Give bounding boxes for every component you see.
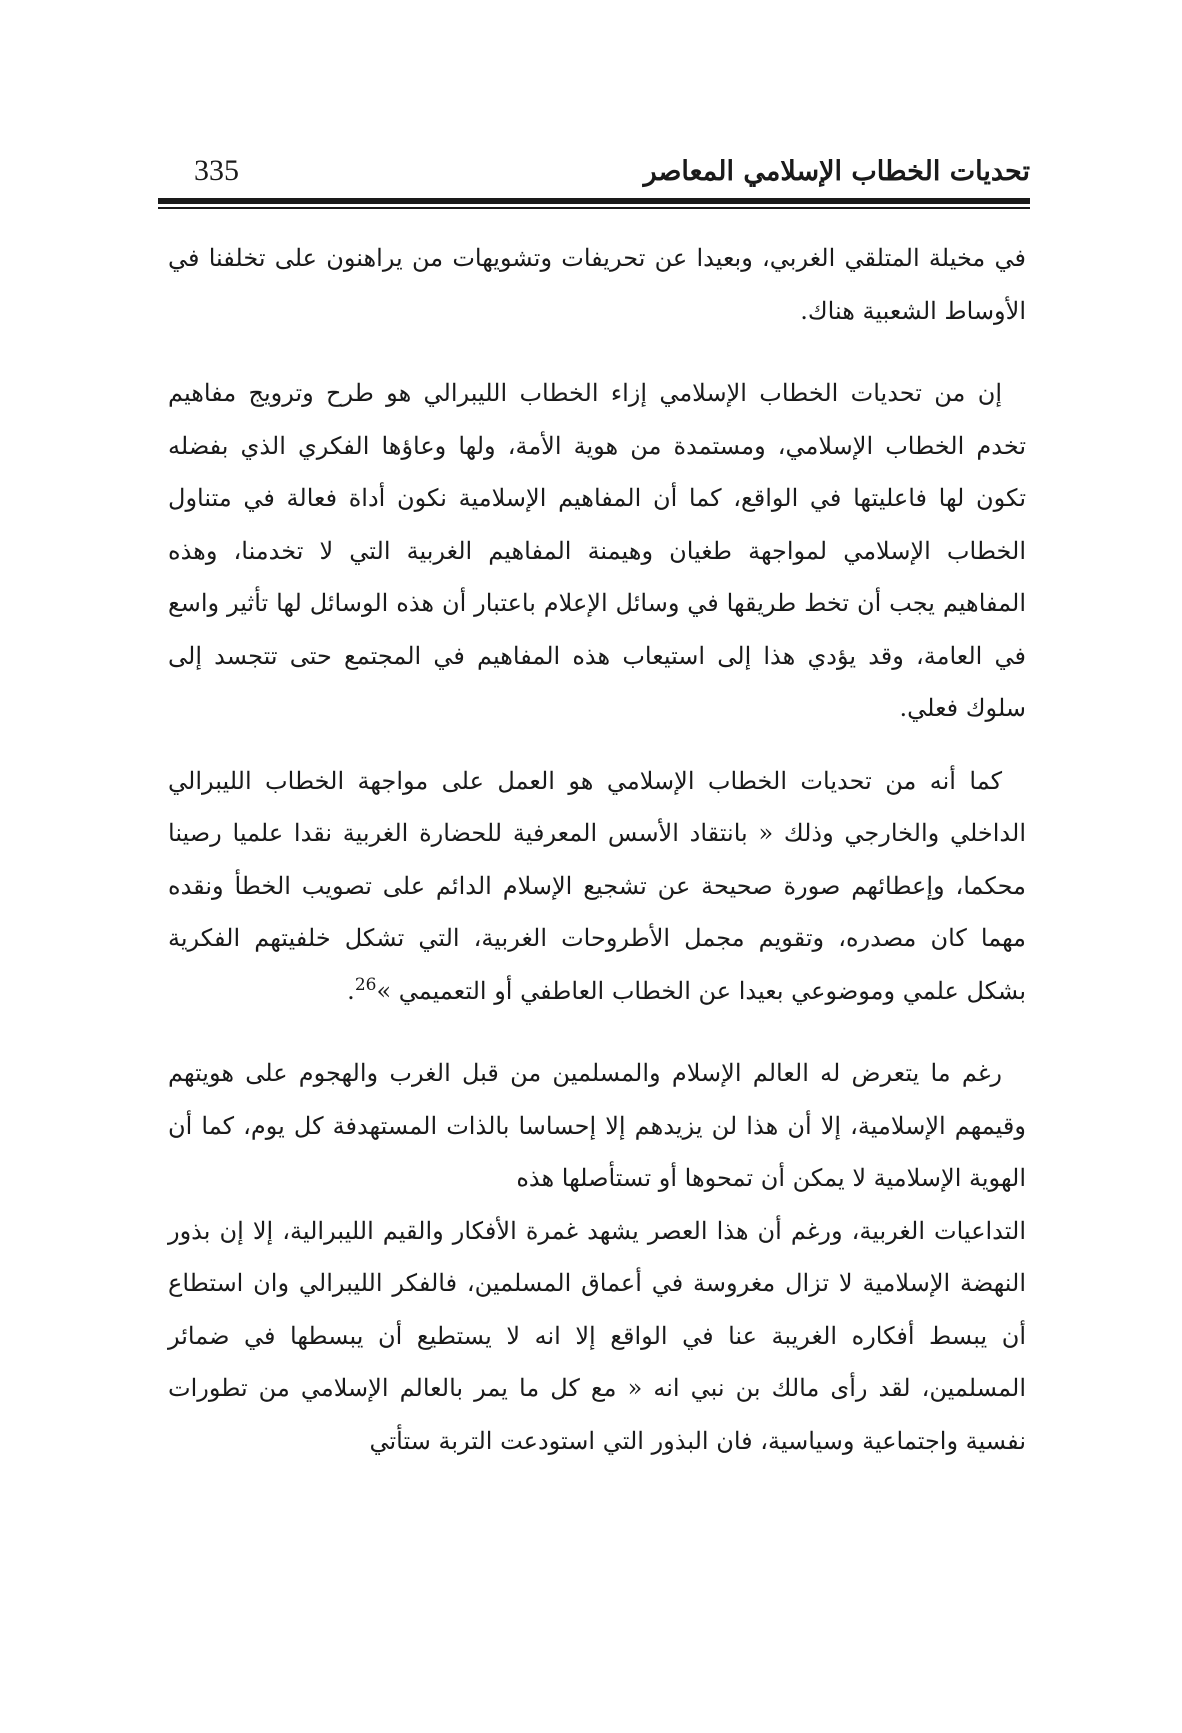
paragraph-1: في مخيلة المتلقي الغربي، وبعيدا عن تحريفات وتشويهات من يراهنون على تخلفنا في الأوساط الشعبية هناك. [168,244,1026,325]
running-title: تحديات الخطاب الإسلامي المعاصر [643,156,1030,187]
page-number: 335 [194,154,239,187]
header-rule-thick [158,198,1030,204]
paragraph-3-text: كما أنه من تحديات الخطاب الإسلامي هو العمل على مواجهة الخطاب الليبرالي الداخلي والخارجي وذلك « بانتقاد الأسس المعرفية للحضارة الغربية نقدا علميا رصينا محكما، وإعطائهم صورة صحيحة عن تشجيع الإسلام الدائم على تصويب الخطأ ونقده مهما كان مصدره، وتقويم مجمل الأطروحات الغربية، التي تشكل خلفيتهم الفكرية بشكل علمي وموضوعي بعيدا عن الخطاب العاطفي أو التعميمي » [168,766,1026,1005]
paragraph-3 [168,755,1026,1018]
paragraph-2: إن من تحديات الخطاب الإسلامي إزاء الخطاب الليبرالي هو طرح وترويج مفاهيم تخدم الخطاب الإسلامي، ومستمدة من هوية الأمة، ولها وعاؤها الفكري الذي بفضله تكون لها فاعليتها في الواقع، كما أن المفاهيم الإسلامية نكون أداة فعالة في متناول الخطاب الإسلامي لمواجهة طغيان وهيمنة المفاهيم الغربية التي لا تخدمنا، وهذه المفاهيم يجب أن تخط طريقها في وسائل الإعلام باعتبار أن هذه الوسائل لها تأثير واسع في العامة، وقد يؤدي هذا إلى استيعاب هذه المفاهيم في المجتمع حتى تتجسد إلى سلوك فعلي. [168,379,1027,722]
paragraph-4: رغم ما يتعرض له العالم الإسلام والمسلمين من قبل الغرب والهجوم على هويتهم وقيمهم الإسلامية، إلا أن هذا لن يزيدهم إلا إحساسا بالذات المستهدفة كل يوم، كما أن الهوية الإسلامية لا يمكن أن تمحوها أو تستأصلها هذه [168,1059,1026,1192]
paragraph-5: التداعيات الغربية، ورغم أن هذا العصر يشهد غمرة الأفكار والقيم الليبرالية، إلا إن بذور النهضة الإسلامية لا تزال مغروسة في أعماق المسلمين، فالفكر الليبرالي وان استطاع أن يبسط أفكاره الغريبة عنا في الواقع إلا انه لا يستطيع أن يبسطها في ضمائر المسلمين، لقد رأى مالك بن نبي انه « مع كل ما يمر بالعالم الإسلامي من تطورات نفسية واجتماعية وسياسية، فان البذور التي استودعت التربة ستأتي [168,1216,1026,1455]
header-rule-thin [158,207,1030,209]
body-text [168,232,1026,1467]
footnote-reference[interactable]: 26 [354,974,377,995]
paragraph-3-end: . [347,976,355,1005]
running-header [160,152,1030,200]
